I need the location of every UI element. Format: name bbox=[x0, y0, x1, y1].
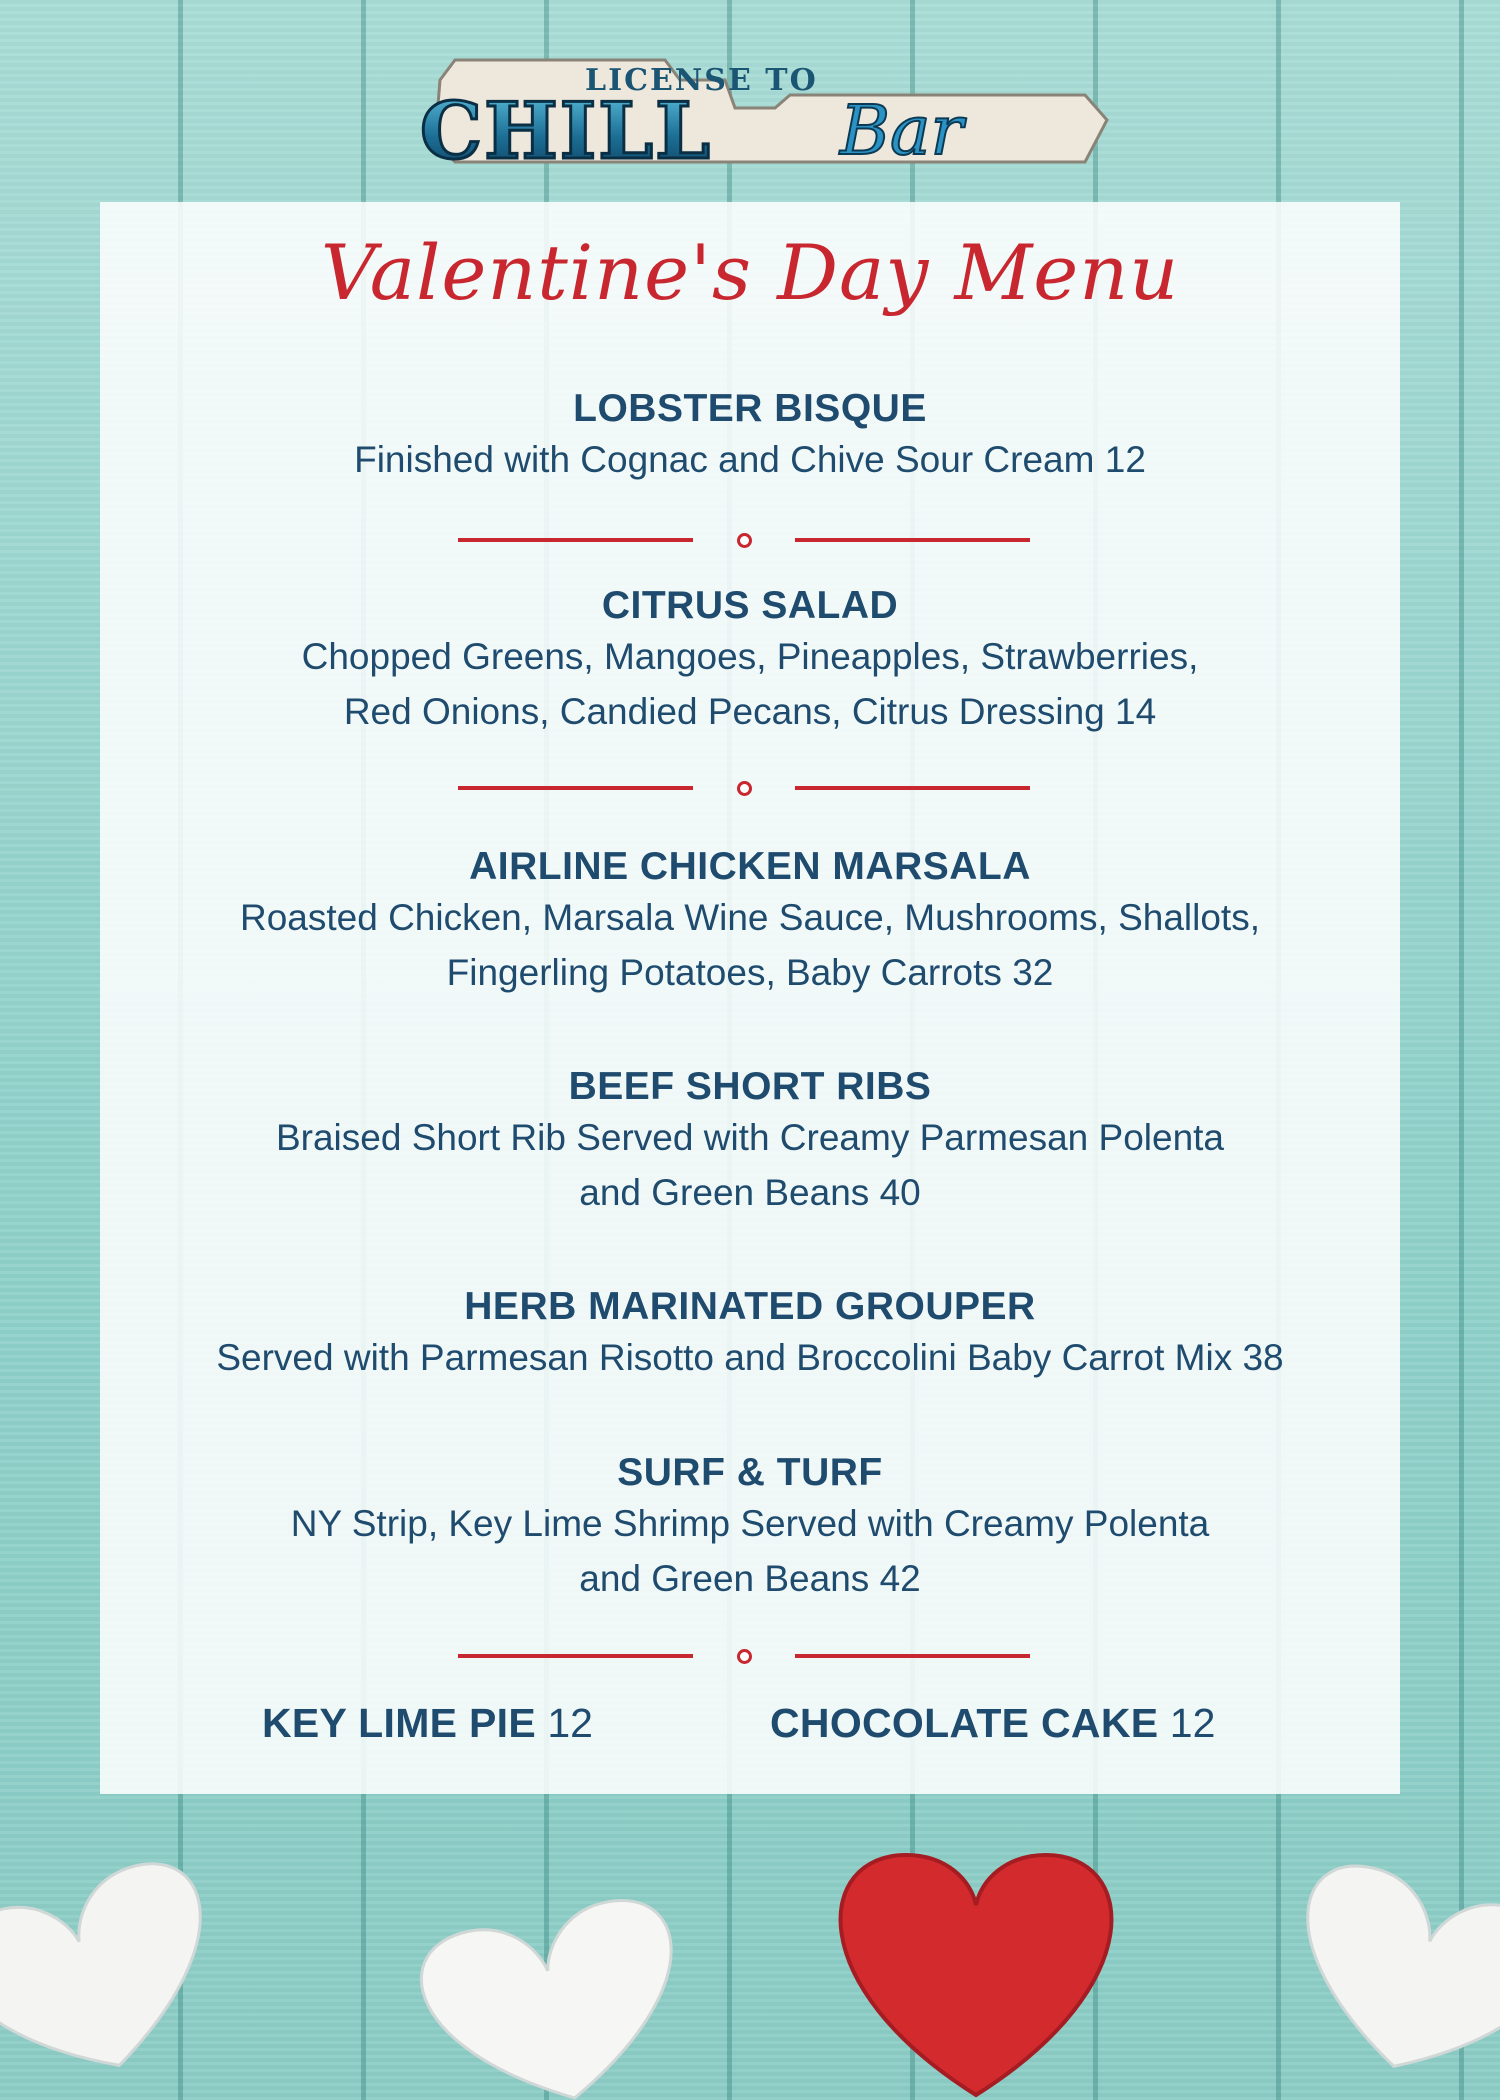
menu-title: Valentine's Day Menu bbox=[320, 228, 1180, 317]
item-description: and Green Beans 40 bbox=[579, 1172, 921, 1213]
dessert-name: CHOCOLATE CAKE bbox=[770, 1700, 1159, 1746]
item-name: SURF & TURF bbox=[617, 1451, 883, 1494]
item-description: Braised Short Rib Served with Creamy Parmesan Polenta bbox=[275, 1117, 1225, 1158]
white-heart-icon bbox=[413, 1891, 699, 2100]
item-name: AIRLINE CHICKEN MARSALA bbox=[469, 845, 1031, 888]
item-name: BEEF SHORT RIBS bbox=[568, 1065, 932, 1108]
divider-dot-icon bbox=[737, 781, 752, 796]
menu-item-citrus-salad bbox=[100, 583, 1400, 739]
item-description: Finished with Cognac and Chive Sour Cream 12 bbox=[354, 439, 1146, 480]
item-name: LOBSTER BISQUE bbox=[573, 387, 927, 430]
divider-dot-icon bbox=[737, 1649, 752, 1664]
menu-item-beef-short-ribs bbox=[100, 1064, 1400, 1220]
svg-text:LICENSE TO: LICENSE TO bbox=[585, 63, 818, 98]
section-divider bbox=[458, 1646, 1030, 1666]
item-description: Fingerling Potatoes, Baby Carrots 32 bbox=[446, 952, 1054, 993]
item-description: Red Onions, Candied Pecans, Citrus Dressing 14 bbox=[343, 691, 1157, 732]
red-heart-icon bbox=[841, 1855, 1112, 2095]
dessert-price: 12 bbox=[547, 1700, 593, 1746]
dessert-name: KEY LIME PIE bbox=[262, 1700, 536, 1746]
section-divider bbox=[458, 530, 1030, 550]
dessert-key-lime-pie bbox=[262, 1700, 593, 1747]
item-description: and Green Beans 42 bbox=[579, 1558, 921, 1599]
item-description: Served with Parmesan Risotto and Broccolini Baby Carrot Mix 38 bbox=[216, 1337, 1284, 1378]
menu-item-lobster-bisque bbox=[100, 386, 1400, 487]
menu-item-herb-marinated-grouper bbox=[100, 1284, 1400, 1385]
menu-item-airline-chicken-marsala bbox=[100, 844, 1400, 1000]
item-description: Chopped Greens, Mangoes, Pineapples, Strawberries, bbox=[301, 636, 1199, 677]
divider-dot-icon bbox=[737, 533, 752, 548]
item-description: NY Strip, Key Lime Shrimp Served with Creamy Polenta bbox=[290, 1503, 1210, 1544]
item-name: CITRUS SALAD bbox=[601, 584, 899, 627]
svg-text:CHILL: CHILL bbox=[420, 86, 712, 177]
license-to-chill-bar-logo bbox=[395, 50, 1125, 180]
svg-text:Bar: Bar bbox=[840, 92, 964, 171]
dessert-chocolate-cake bbox=[770, 1700, 1215, 1747]
dessert-price: 12 bbox=[1169, 1700, 1216, 1746]
section-divider bbox=[458, 778, 1030, 798]
item-name: HERB MARINATED GROUPER bbox=[464, 1285, 1036, 1328]
white-heart-icon bbox=[0, 1850, 240, 2100]
menu-item-surf-and-turf bbox=[100, 1450, 1400, 1606]
white-heart-icon bbox=[1272, 1854, 1500, 2100]
item-description: Roasted Chicken, Marsala Wine Sauce, Mushrooms, Shallots, bbox=[240, 897, 1260, 938]
hearts-decoration bbox=[0, 1790, 1500, 2100]
